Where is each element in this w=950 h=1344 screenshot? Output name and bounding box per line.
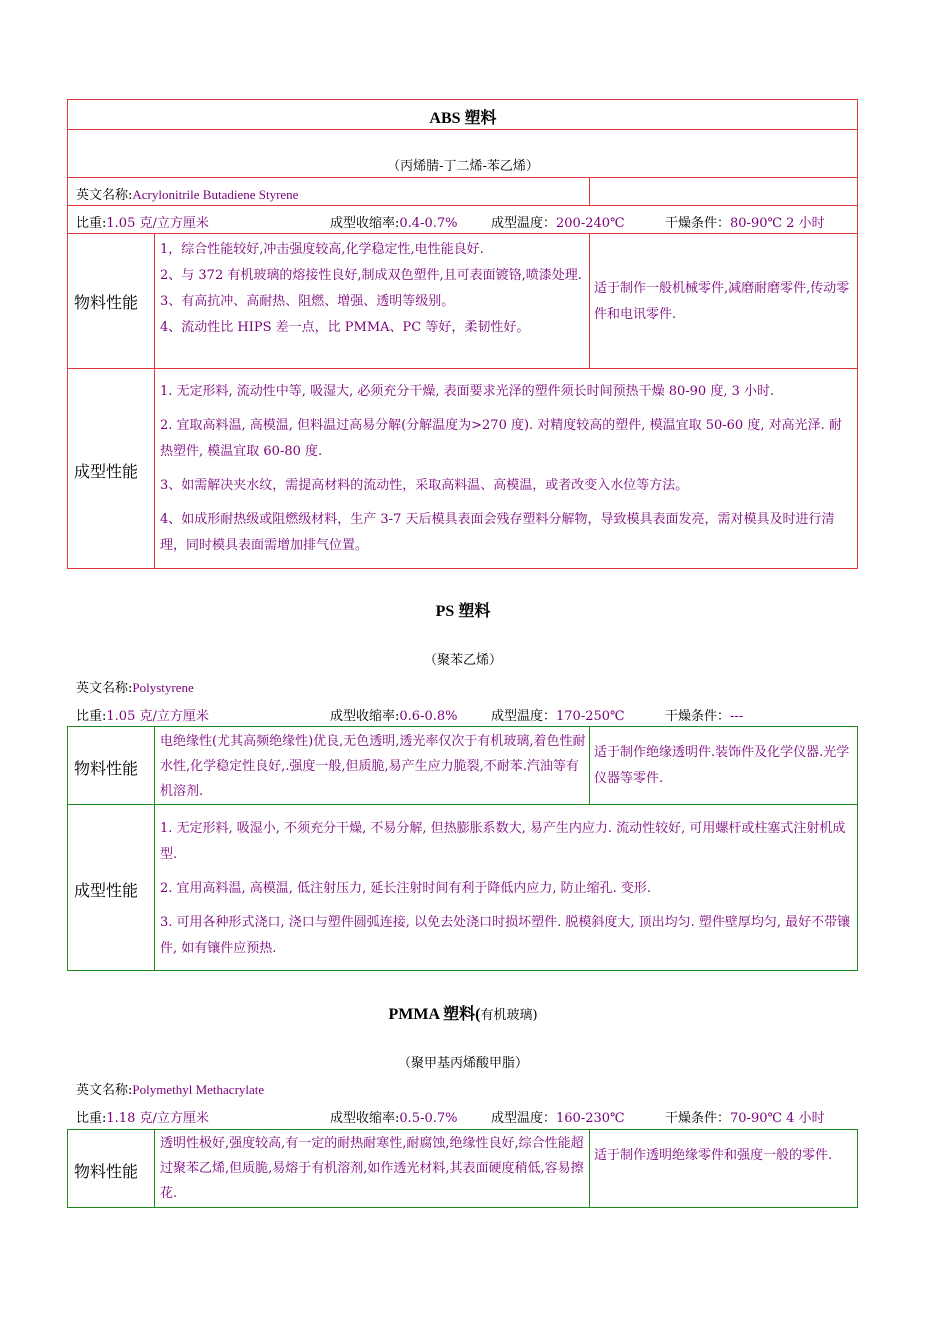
pmma-temp-label: 成型温度：	[491, 1111, 557, 1126]
ps-dry-label: 干燥条件：	[665, 709, 731, 724]
pmma-col-divider	[589, 1129, 590, 1208]
abs-dry	[665, 212, 825, 231]
pmma-dry-label: 干燥条件：	[665, 1111, 731, 1126]
pmma-density-value: 1.18 克/立方厘米	[106, 1111, 209, 1126]
pmma-density	[76, 1107, 209, 1126]
ps-temp-label: 成型温度：	[491, 709, 557, 724]
ps-row-divider	[67, 804, 858, 805]
ps-molding-label: 成型性能	[74, 881, 139, 900]
abs-molding-item: 2. 宜取高料温, 高模温, 但料温过高易分解(分解温度为>270 度). 对精度较高的塑件, 模温宜取 50-60 度, 对高光泽. 耐热塑件, 模温宜取 60-80 度.	[160, 418, 842, 459]
abs-english-value: Acrylonitrile Butadiene Styrene	[132, 187, 299, 202]
pmma-shrink-value: 0.5-0.7%	[399, 1111, 458, 1126]
abs-dry-value: 80-90℃ 2 小时	[730, 216, 825, 231]
abs-dry-label: 干燥条件：	[665, 216, 731, 231]
abs-english-label: 英文名称:	[76, 188, 133, 203]
ps-density	[76, 705, 209, 724]
abs-material-item: 4、流动性比 HIPS 差一点，比 PMMA、PC 等好，柔韧性好。	[160, 320, 530, 335]
ps-shrink-label: 成型收缩率:	[330, 709, 400, 724]
pmma-shrink	[330, 1107, 457, 1126]
abs-row-divider	[67, 129, 858, 130]
abs-shrink-value: 0.4-0.7%	[399, 216, 458, 231]
pmma-dry	[665, 1107, 825, 1126]
pmma-english-label: 英文名称:	[76, 1083, 133, 1098]
ps-molding-item: 1. 无定形料, 吸湿小, 不须充分干燥, 不易分解, 但热膨胀系数大, 易产生内应力. 流动性较好, 可用螺杆或柱塞式注射机成型.	[160, 821, 846, 862]
pmma-density-label: 比重:	[76, 1111, 107, 1126]
pmma-title	[68, 1001, 858, 1024]
ps-subtitle: （聚苯乙烯）	[423, 653, 502, 668]
abs-subtitle: （丙烯腈-丁二烯-苯乙烯）	[387, 159, 539, 174]
pmma-title-suffix: 有机玻璃)	[480, 1008, 538, 1023]
ps-col-divider	[589, 726, 590, 804]
ps-molding-item: 2. 宜用高料温, 高模温, 低注射压力, 延长注射时间有利于降低内应力, 防止缩孔. 变形.	[160, 881, 651, 896]
abs-row-divider	[67, 177, 858, 178]
pmma-english-value: Polymethyl Methacrylate	[132, 1082, 265, 1097]
ps-english-name	[76, 677, 194, 696]
pmma-title-main: PMMA 塑料(	[388, 1006, 481, 1023]
abs-material-text	[160, 237, 585, 341]
ps-molding-text	[160, 816, 854, 962]
pmma-col-divider	[154, 1129, 155, 1208]
abs-molding-text	[160, 379, 854, 559]
pmma-material-label: 物料性能	[74, 1162, 139, 1181]
ps-material-label: 物料性能	[74, 759, 139, 778]
abs-molding-label: 成型性能	[74, 462, 139, 481]
abs-molding-item: 1. 无定形料, 流动性中等, 吸湿大, 必须充分干燥, 表面要求光泽的塑件须长时间预热干燥 80-90 度, 3 小时.	[160, 384, 775, 399]
pmma-temp	[491, 1107, 625, 1126]
abs-shrink	[330, 212, 457, 231]
pmma-temp-value: 160-230℃	[556, 1111, 625, 1126]
abs-title: ABS 塑料	[429, 110, 497, 127]
ps-english-label: 英文名称:	[76, 681, 133, 696]
pmma-use-text: 适于制作透明绝缘零件和强度一般的零件.	[594, 1148, 833, 1163]
ps-dry-value: ---	[730, 709, 744, 724]
ps-material-text: 电绝缘性(尤其高频绝缘性)优良,无色透明,透光率仅次于有机玻璃,着色性耐水性,化学稳定性良好,.强度一般,但质脆,易产生应力脆裂,不耐苯.汽油等有机溶剂.	[160, 734, 586, 799]
ps-title: PS 塑料	[435, 603, 491, 620]
abs-col-divider	[154, 233, 155, 569]
abs-temp	[491, 212, 625, 231]
ps-dry	[665, 705, 743, 724]
ps-density-label: 比重:	[76, 709, 107, 724]
abs-material-item: 1，综合性能较好,冲击强度较高,化学稳定性,电性能良好.	[160, 242, 484, 257]
abs-material-item: 3、有高抗冲、高耐热、阻燃、增强、透明等级别。	[160, 294, 455, 309]
abs-density	[76, 212, 209, 231]
abs-material-item: 2、与 372 有机玻璃的熔接性良好,制成双色塑件,且可表面镀铬,喷漆处理.	[160, 268, 582, 283]
abs-material-label: 物料性能	[74, 293, 139, 312]
abs-row-divider	[67, 205, 858, 206]
abs-shrink-label: 成型收缩率:	[330, 216, 400, 231]
ps-use-text: 适于制作绝缘透明件.装饰件及化学仪器.光学仪器等零件.	[594, 745, 850, 786]
abs-use-text: 适于制作一般机械零件,减磨耐磨零件,传动零件和电讯零件.	[594, 281, 850, 322]
abs-temp-value: 200-240℃	[556, 216, 625, 231]
abs-row-divider	[67, 368, 858, 369]
pmma-dry-value: 70-90℃ 4 小时	[730, 1111, 825, 1126]
abs-english-name	[76, 184, 298, 203]
abs-row-divider	[67, 233, 858, 234]
ps-temp-value: 170-250℃	[556, 709, 625, 724]
pmma-subtitle: （聚甲基丙烯酸甲脂）	[397, 1056, 528, 1071]
abs-density-value: 1.05 克/立方厘米	[106, 216, 209, 231]
ps-temp	[491, 705, 625, 724]
abs-molding-item: 3、如需解决夹水纹，需提高材料的流动性，采取高料温、高模温，或者改变入水位等方法。	[160, 478, 689, 493]
ps-density-value: 1.05 克/立方厘米	[106, 709, 209, 724]
abs-density-label: 比重:	[76, 216, 107, 231]
abs-col-divider	[589, 233, 590, 368]
ps-english-value: Polystyrene	[132, 680, 194, 695]
pmma-material-text: 透明性极好,强度较高,有一定的耐热耐寒性,耐腐蚀,绝缘性良好,综合性能超过聚苯乙烯,但质脆,易熔于有机溶剂,如作透光材料,其表面硬度稍低,容易擦花.	[160, 1136, 584, 1201]
ps-shrink	[330, 705, 457, 724]
abs-temp-label: 成型温度：	[491, 216, 557, 231]
pmma-english-name	[76, 1079, 264, 1098]
ps-shrink-value: 0.6-0.8%	[399, 709, 458, 724]
ps-molding-item: 3. 可用各种形式浇口, 浇口与塑件圆弧连接, 以免去处浇口时损坏塑件. 脱模斜度大, 顶出均匀. 塑件壁厚均匀, 最好不带镶件, 如有镶件应预热.	[160, 915, 851, 956]
abs-col-divider	[589, 177, 590, 205]
abs-molding-item: 4、如成形耐热级或阻燃级材料，生产 3-7 天后模具表面会残存塑料分解物，导致模具表面发亮，需对模具及时进行清理，同时模具表面需增加排气位置。	[160, 512, 835, 553]
pmma-shrink-label: 成型收缩率:	[330, 1111, 400, 1126]
ps-col-divider	[154, 726, 155, 971]
